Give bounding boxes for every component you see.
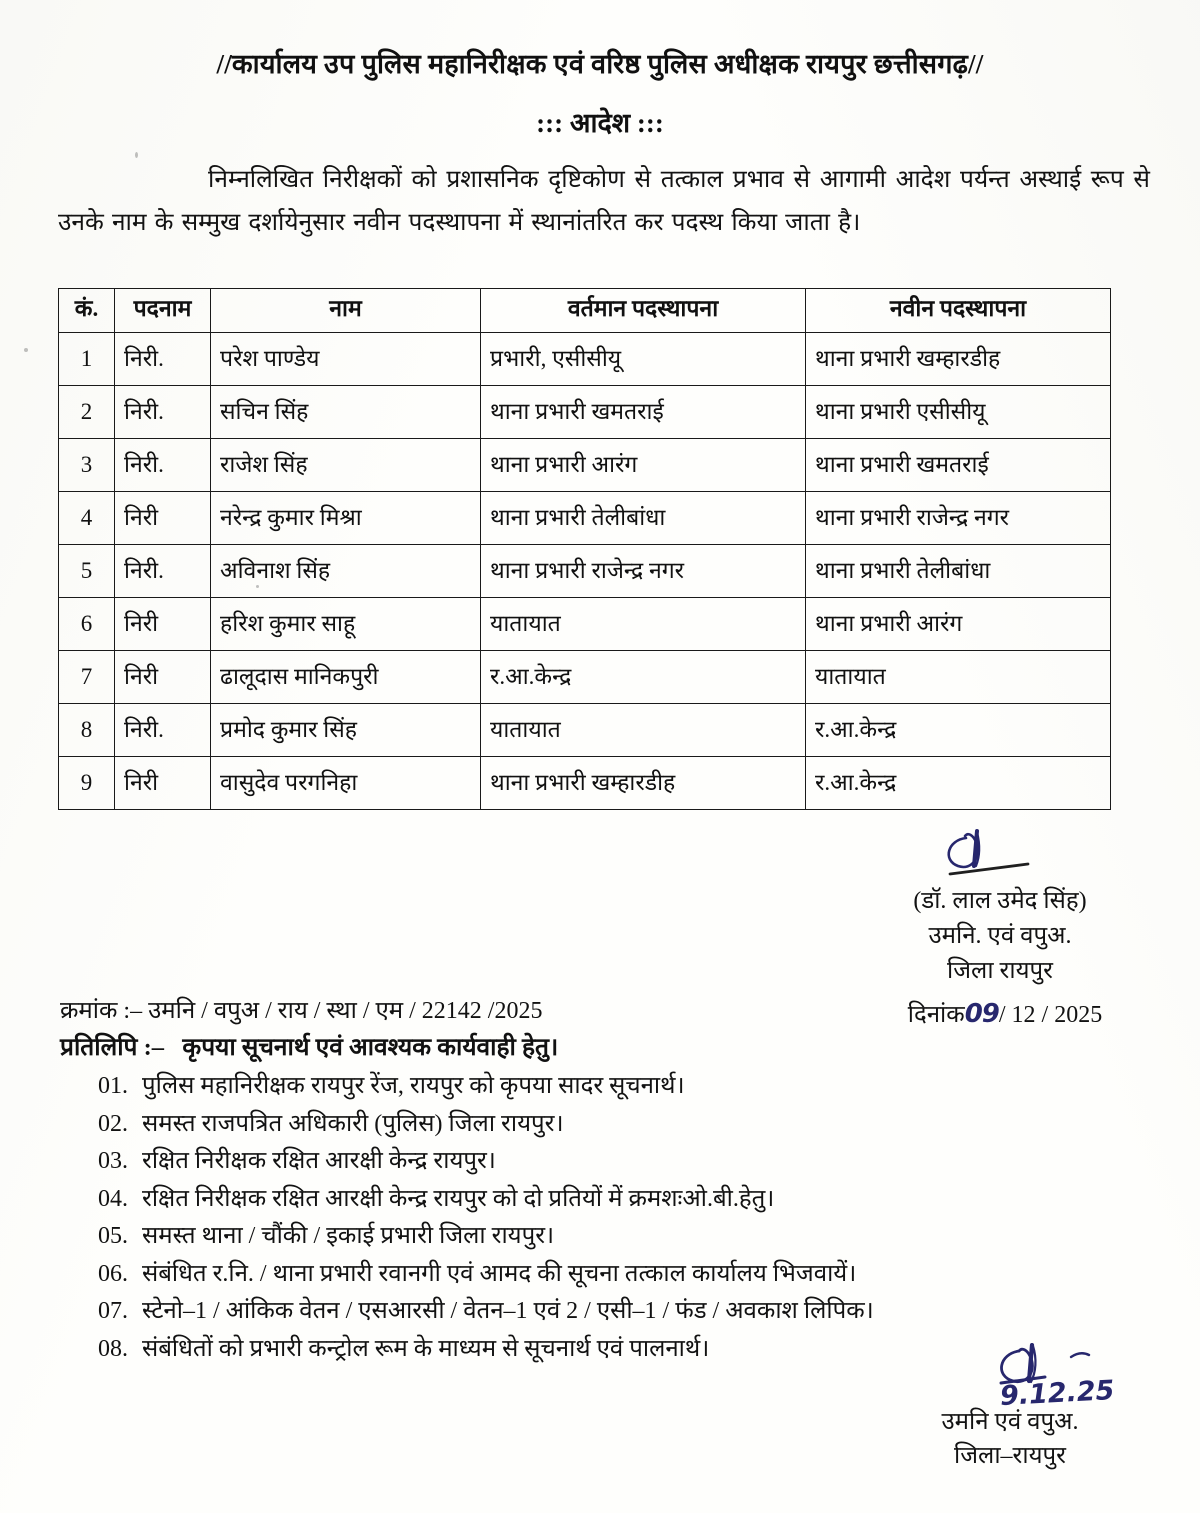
list-item-number: 02.: [98, 1110, 128, 1137]
cell-new: यातायात: [806, 651, 1111, 704]
col-header-serial: कं.: [59, 289, 115, 333]
list-item-text: रक्षित निरीक्षक रक्षित आरक्षी केन्द्र रायपुर।: [142, 1148, 496, 1174]
list-item-text: समस्त थाना / चौंकी / इकाई प्रभारी जिला रायपुर।: [142, 1223, 555, 1249]
cell-name: राजेश सिंह: [211, 439, 481, 492]
cell-current: थाना प्रभारी आरंग: [481, 439, 806, 492]
cell-current: प्रभारी, एसीसीयू: [481, 333, 806, 386]
table-header: [59, 289, 1111, 333]
cell-name: सचिन सिंह: [211, 386, 481, 439]
list-item-number: 03.: [98, 1148, 128, 1174]
cell-current: थाना प्रभारी राजेन्द्र नगर: [481, 545, 806, 598]
col-header-new: नवीन पदस्थापना: [806, 289, 1111, 333]
cell-designation: निरी: [115, 492, 211, 545]
list-item-text: संबंधितों को प्रभारी कन्ट्रोल रूम के माध्यम से सूचनार्थ एवं पालनार्थ।: [142, 1335, 710, 1362]
cell-name: ढालूदास मानिकपुरी: [211, 651, 481, 704]
cell-current: थाना प्रभारी खमतराई: [481, 386, 806, 439]
cell-designation: निरी.: [115, 545, 211, 598]
list-item: [98, 1218, 1158, 1256]
table-row: [59, 651, 1111, 704]
cell-new: र.आ.केन्द्र: [806, 704, 1111, 757]
signatory-designation-bottom: उमनि एवं वपुअ.: [941, 1409, 1079, 1435]
cell-name: नरेन्द्र कुमार मिश्रा: [211, 492, 481, 545]
copy-to-line: [60, 1030, 558, 1063]
date-day-handwritten: 09: [964, 999, 999, 1029]
signature-mark-top: [930, 826, 1050, 884]
cell-new: थाना प्रभारी खमतराई: [806, 439, 1111, 492]
list-item: [98, 1106, 1158, 1144]
scan-speckle: [24, 348, 28, 352]
cell-new: थाना प्रभारी राजेन्द्र नगर: [806, 492, 1111, 545]
list-item-number: 01.: [98, 1073, 128, 1099]
cell-serial: 9: [59, 757, 115, 810]
table-row: [59, 704, 1111, 757]
cell-name: प्रमोद कुमार सिंह: [211, 704, 481, 757]
cell-name: अविनाश सिंह: [211, 545, 481, 598]
cell-serial: 4: [59, 492, 115, 545]
list-item-number: 06.: [98, 1260, 128, 1287]
list-item-number: 08.: [98, 1335, 128, 1362]
signatory-designation: उमनि. एवं वपुअ.: [928, 923, 1072, 949]
cell-serial: 8: [59, 704, 115, 757]
signature-date-line: [840, 997, 1170, 1030]
table-row: [59, 439, 1111, 492]
cell-designation: निरी.: [115, 704, 211, 757]
cell-current: यातायात: [481, 704, 806, 757]
signature-block-top: [840, 884, 1160, 989]
list-item-text: समस्त राजपत्रित अधिकारी (पुलिस) जिला रायपुर।: [142, 1110, 564, 1137]
col-header-designation: पदनाम: [115, 289, 211, 333]
cell-name: वासुदेव परगनिहा: [211, 757, 481, 810]
cell-new: र.आ.केन्द्र: [806, 757, 1111, 810]
signatory-name: (डॉ. लाल उमेद सिंह): [913, 888, 1087, 914]
cell-serial: 1: [59, 333, 115, 386]
list-item-text: संबंधित र.नि. / थाना प्रभारी रवानगी एवं आमद की सूचना तत्काल कार्यालय भिजवायें।: [142, 1260, 857, 1287]
col-header-name: नाम: [211, 289, 481, 333]
list-item-text: स्टेनो–1 / आंकिक वेतन / एसआरसी / वेतन–1 एवं 2 / एसी–1 / फंड / अवकाश लिपिक।: [142, 1298, 874, 1324]
list-item: [98, 1256, 1158, 1294]
list-item: [98, 1143, 1158, 1181]
handwritten-date-bottom: 9.12.25: [999, 1375, 1116, 1412]
transfer-table: [58, 288, 1111, 810]
cell-current: र.आ.केन्द्र: [481, 651, 806, 704]
signatory-district: जिला रायपुर: [947, 958, 1053, 984]
cell-serial: 7: [59, 651, 115, 704]
copy-purpose: कृपया सूचनार्थ एवं आवश्यक कार्यवाही हेतु।: [182, 1034, 559, 1061]
signature-block-bottom: [860, 1405, 1160, 1473]
cell-serial: 5: [59, 545, 115, 598]
table-body: [59, 333, 1111, 810]
date-label: दिनांक: [907, 1002, 965, 1028]
cell-current: थाना प्रभारी तेलीबांधा: [481, 492, 806, 545]
cell-serial: 6: [59, 598, 115, 651]
col-header-current: वर्तमान पदस्थापना: [481, 289, 806, 333]
list-item-number: 05.: [98, 1223, 128, 1249]
signatory-district-bottom: जिला–रायपुर: [954, 1443, 1066, 1469]
cell-designation: निरी: [115, 757, 211, 810]
list-item-text: रक्षित निरीक्षक रक्षित आरक्षी केन्द्र रायपुर को दो प्रतियों में क्रमशःओ.बी.हेतु।: [142, 1185, 775, 1212]
cell-designation: निरी.: [115, 386, 211, 439]
table-row: [59, 333, 1111, 386]
table-row: [59, 757, 1111, 810]
cell-serial: 3: [59, 439, 115, 492]
cell-name: हरिश कुमार साहू: [211, 598, 481, 651]
list-item-number: 04.: [98, 1185, 128, 1212]
intro-paragraph: निम्नलिखित निरीक्षकों को प्रशासनिक दृष्टिकोण से तत्काल प्रभाव से आगामी आदेश पर्यन्त अस्थाई रूप से उनके नाम के सम्मुख दर्शायेनुसार नवीन पदस्थापना में स्थानांतरित कर पदस्थ किया जाता है।: [58, 166, 1150, 236]
list-item: [98, 1181, 1158, 1219]
copy-distribution-list: [98, 1068, 1158, 1368]
cell-new: थाना प्रभारी एसीसीयू: [806, 386, 1111, 439]
order-heading: ::: आदेश :::: [536, 108, 664, 138]
list-item-text: पुलिस महानिरीक्षक रायपुर रेंज, रायपुर को कृपया सादर सूचनार्थ।: [142, 1073, 685, 1099]
table-row: [59, 598, 1111, 651]
reference-label: क्रमांक :–: [60, 998, 143, 1024]
copy-label: प्रतिलिपि :–: [60, 1034, 165, 1061]
cell-name: परेश पाण्डेय: [211, 333, 481, 386]
cell-serial: 2: [59, 386, 115, 439]
cell-designation: निरी.: [115, 439, 211, 492]
table-row: [59, 386, 1111, 439]
cell-new: थाना प्रभारी खम्हारडीह: [806, 333, 1111, 386]
cell-designation: निरी: [115, 598, 211, 651]
cell-new: थाना प्रभारी आरंग: [806, 598, 1111, 651]
cell-current: थाना प्रभारी खम्हारडीह: [481, 757, 806, 810]
date-rest: / 12 / 2025: [998, 1002, 1103, 1028]
office-title: //कार्यालय उप पुलिस महानिरीक्षक एवं वरिष्ठ पुलिस अधीक्षक रायपुर छत्तीसगढ़//: [216, 49, 984, 79]
list-item: [98, 1068, 1158, 1106]
table-row: [59, 545, 1111, 598]
transfer-table-container: [58, 288, 1110, 810]
reference-number-line: [60, 993, 542, 1026]
cell-current: यातायात: [481, 598, 806, 651]
table-header-row: [59, 289, 1111, 333]
table-row: [59, 492, 1111, 545]
cell-designation: निरी: [115, 651, 211, 704]
list-item-number: 07.: [98, 1298, 128, 1324]
cell-designation: निरी.: [115, 333, 211, 386]
reference-value: उमनि / वपुअ / राय / स्था / एम / 22142 /2025: [148, 998, 543, 1024]
cell-new: थाना प्रभारी तेलीबांधा: [806, 545, 1111, 598]
list-item: [98, 1293, 1158, 1331]
